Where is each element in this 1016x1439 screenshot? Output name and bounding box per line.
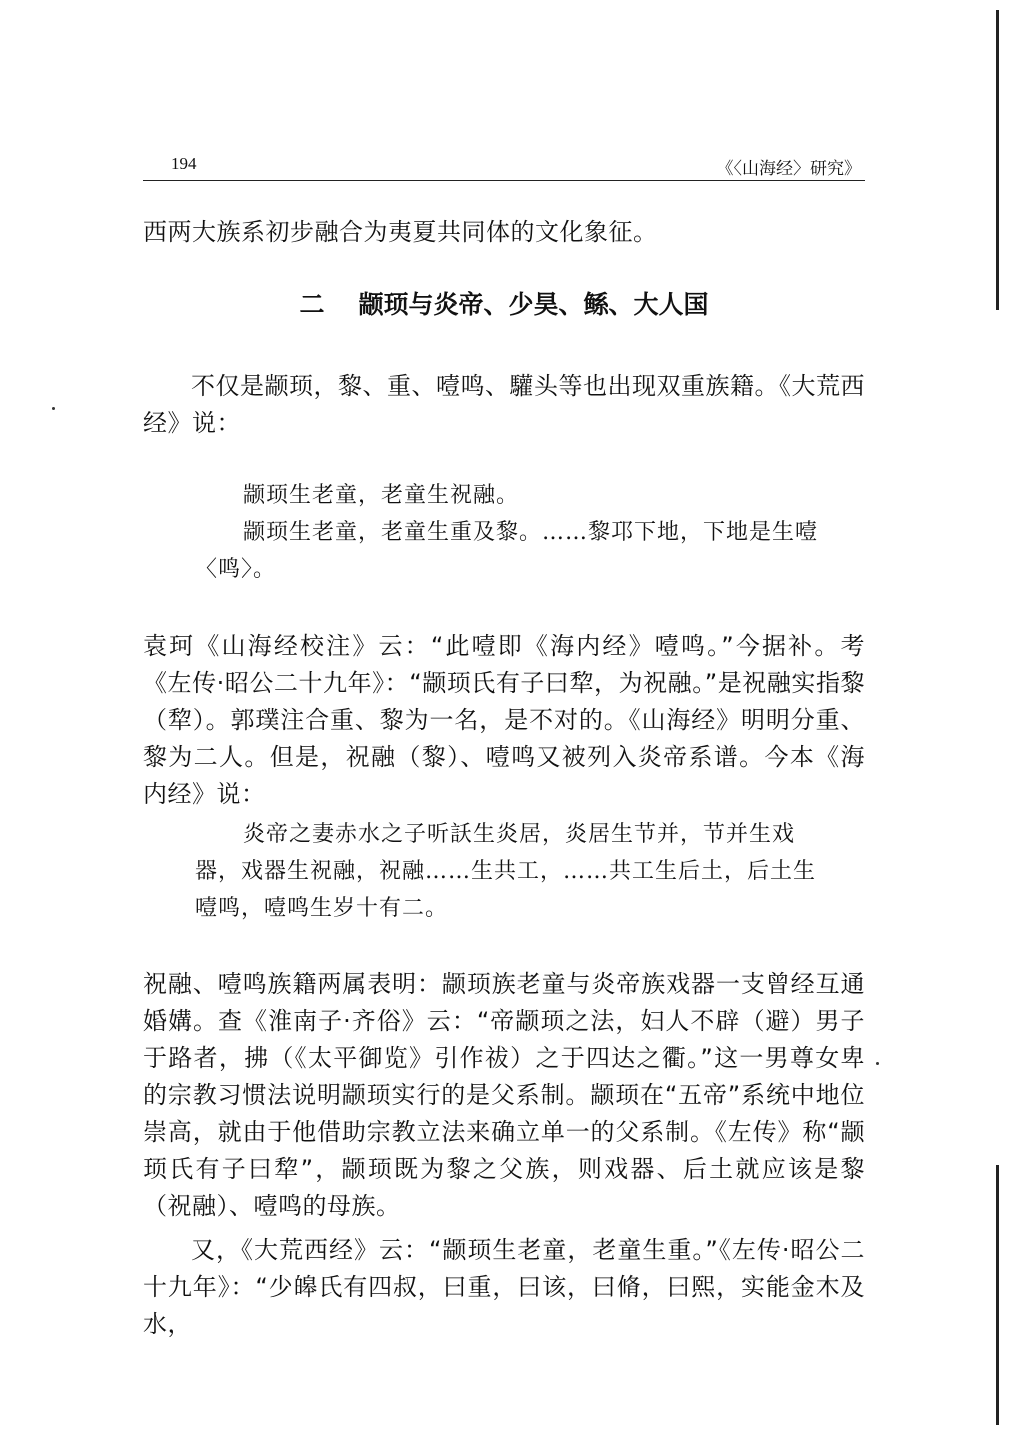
paragraph-intro xyxy=(143,368,865,442)
paragraph-final xyxy=(143,1232,865,1343)
paragraph-text: 祝融、噎鸣族籍两属表明：颛顼族老童与炎帝族戏器一支曾经互通婚媾。查《淮南子·齐俗》云：“帝颛顼之法，妇人不辟（避）男子于路者，拂（《太平御览》引作祓）之于四达之衢。”这一男尊女卑的宗教习惯法说明颛顼实行的是父系制。颛顼在“五帝”系统中地位崇高，就由于他借助宗教立法来确立单一的父系制。《左传》称“颛顼氏有子曰犂”，颛顼既为黎之父族，则戏器、后土就应该是黎（祝融）、噎鸣的母族。 xyxy=(143,970,865,1220)
scan-speck xyxy=(52,407,55,410)
quote-block-1 xyxy=(195,477,820,588)
section-heading xyxy=(143,286,865,324)
paragraph-analysis xyxy=(143,966,865,1225)
scan-edge-bottom xyxy=(996,1165,999,1425)
running-title: 《〈山海经〉研究》 xyxy=(716,159,861,179)
scan-speck xyxy=(876,1062,879,1065)
paragraph-continuation xyxy=(143,214,865,251)
paragraph-text: 西两大族系初步融合为夷夏共同体的文化象征。 xyxy=(143,218,658,246)
paragraph-text: 袁珂《山海经校注》云：“此噎即《海内经》噎鸣。”今据补。考《左传·昭公二十九年》：“颛顼氏有子曰犂，为祝融。”是祝融实指黎（犂）。郭璞注合重、黎为一名，是不对的。《山海经》明明分重、黎为二人。但是，祝融（黎）、噎鸣又被列入炎帝系谱。今本《海内经》说： xyxy=(143,632,865,808)
section-number: 二 xyxy=(299,290,325,319)
section-title: 颛顼与炎帝、少昊、鲧、大人国 xyxy=(358,290,709,319)
page-number: 194 xyxy=(171,154,197,173)
quote-block-2 xyxy=(195,816,820,927)
quote-line: 炎帝之妻赤水之子听訞生炎居，炎居生节并，节并生戏器，戏器生祝融，祝融……生共工，……共工生后土，后土生噎鸣，噎鸣生岁十有二。 xyxy=(195,822,817,921)
page-header xyxy=(143,152,865,181)
paragraph-commentary xyxy=(143,628,865,813)
scan-edge-top xyxy=(996,10,999,310)
paragraph-text: 又，《大荒西经》云：“颛顼生老童，老童生重。”《左传·昭公二十九年》：“少皞氏有四叔，曰重，曰该，曰脩，曰熙，实能金木及水， xyxy=(143,1236,865,1338)
quote-line: 颛顼生老童，老童生重及黎。……黎邛下地，下地是生噎〈鸣〉。 xyxy=(195,520,819,582)
paragraph-text: 不仅是颛顼，黎、重、噎鸣、驩头等也出现双重族籍。《大荒西经》说： xyxy=(143,372,865,437)
quote-line: 颛顼生老童，老童生祝融。 xyxy=(243,483,520,508)
